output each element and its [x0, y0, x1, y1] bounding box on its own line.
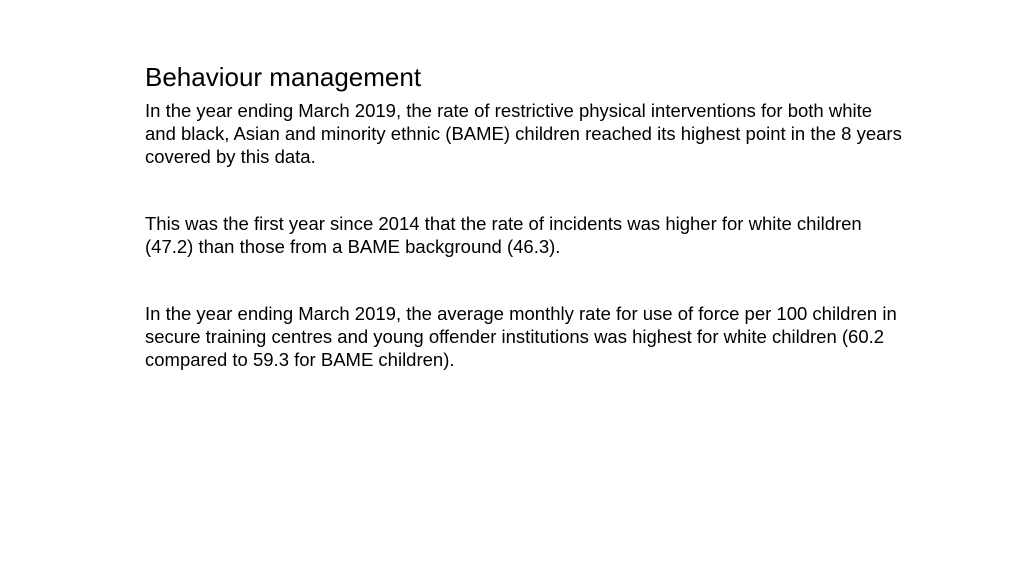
paragraph-restrictive-interventions: In the year ending March 2019, the rate of restrictive physical interventions for both white and black, Asian and minority ethnic (BAME) children reached its highest point in the 8 years covered by this data. — [145, 100, 902, 167]
slide-title: Behaviour management — [145, 62, 422, 92]
paragraph-use-of-force: In the year ending March 2019, the average monthly rate for use of force per 100 children in secure training centres and young offender institutions was highest for white children (60.2 compared to 59.3 for BAME children). — [145, 303, 897, 370]
slide-content — [145, 60, 905, 371]
paragraph-incident-rate: This was the first year since 2014 that the rate of incidents was higher for white children (47.2) than those from a BAME background (46.3). — [145, 213, 862, 257]
